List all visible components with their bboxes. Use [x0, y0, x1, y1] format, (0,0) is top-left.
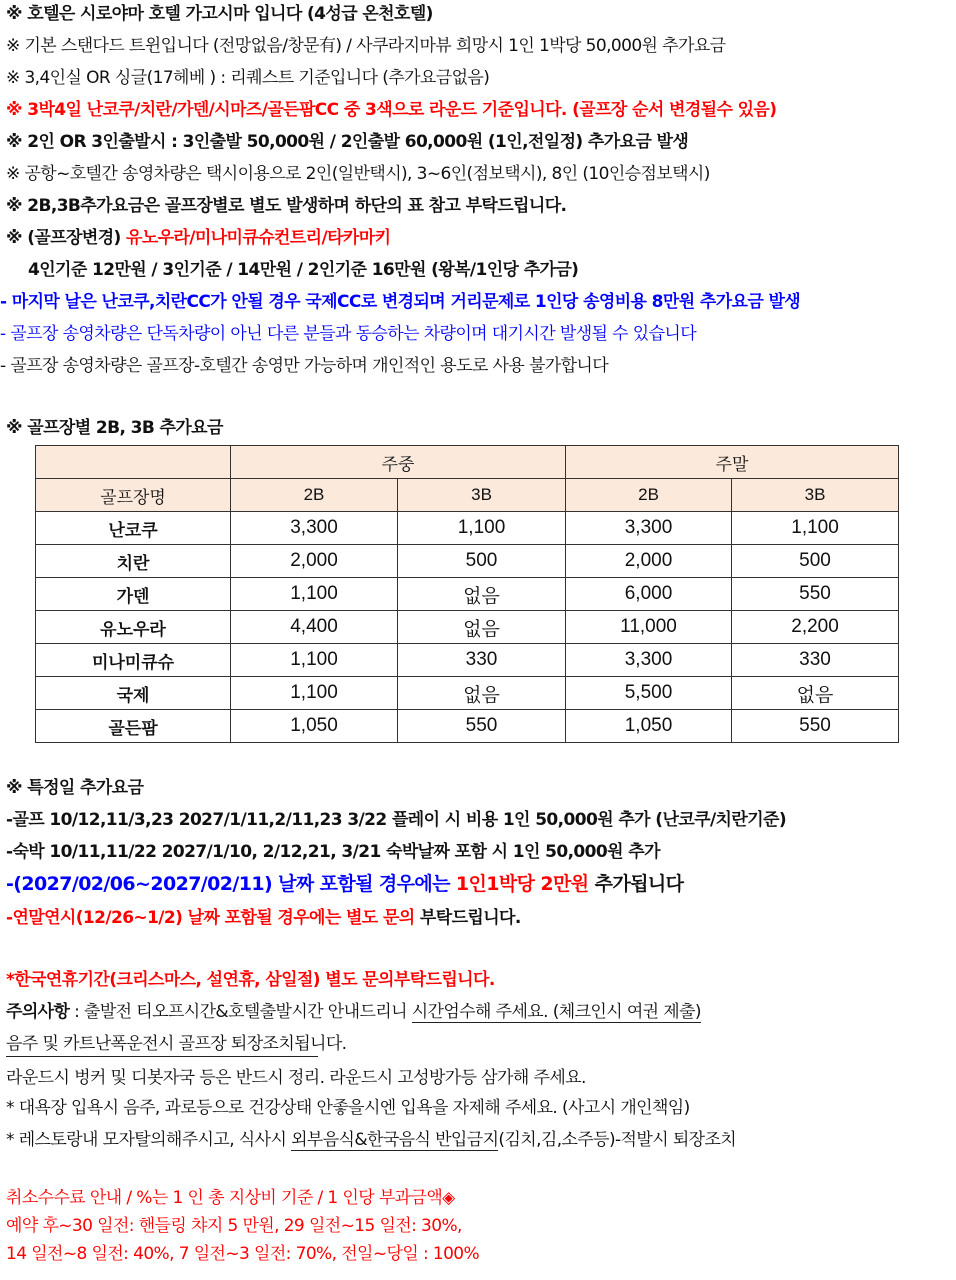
table-row: [36, 644, 899, 677]
weekday-2b: 3,300: [231, 512, 398, 545]
caution-l5-b: 외부음식&한국음식 반입금지: [291, 1130, 499, 1150]
header-weekend-3b: 3B: [732, 479, 899, 512]
header-weekend-2b: 2B: [566, 479, 732, 512]
weekend-3b: 330: [732, 644, 899, 677]
table-row: [36, 512, 899, 545]
caution-line-1: [6, 1000, 701, 1024]
caution-l5-c: (김치,김,소주등)-적발시 퇴장조치: [498, 1130, 737, 1150]
course-name: 골든팜: [36, 710, 231, 743]
special-period-a: -(2027/02/06~2027/02/11) 날짜 포함될 경우에는: [6, 873, 456, 895]
table-row: [36, 710, 899, 743]
course-name: 치란: [36, 545, 231, 578]
weekday-2b: 4,400: [231, 611, 398, 644]
special-stay: -숙박 10/11,11/22 2027/1/10, 2/12,21, 3/21 숙박날짜 포함 시 1인 50,000원 추가: [6, 842, 660, 862]
weekend-3b: 없음: [732, 677, 899, 710]
dash-note-shuttle-use: - 골프장 송영차량은 골프장-호텔간 송영만 가능하며 개인적인 용도로 사용 불가합니다: [0, 356, 609, 376]
special-yearend-a: -연말연시(12/26~1/2) 날짜 포함될 경우에는 별도 문의: [6, 908, 415, 928]
table-col-header: [36, 479, 899, 512]
special-period: [6, 872, 683, 896]
weekend-3b: 500: [732, 545, 899, 578]
weekday-2b: 2,000: [231, 545, 398, 578]
special-yearend: [6, 906, 521, 930]
course-name: 미나미큐슈: [36, 644, 231, 677]
note-room-type: ※ 3,4인실 OR 싱글(17헤베 ) : 리퀘스트 기준입니다 (추가요금없음): [6, 68, 490, 88]
table-row: [36, 677, 899, 710]
caution-line-5: [6, 1128, 736, 1152]
weekday-3b: 550: [398, 710, 566, 743]
weekday-3b: 없음: [398, 677, 566, 710]
special-yearend-b: 부탁드립니다.: [414, 908, 521, 928]
caution-line-3: 라운드시 벙커 및 디봇자국 등은 반드시 정리. 라운드시 고성방가등 삼가해 주세요.: [6, 1068, 586, 1088]
note-transfer: ※ 공항~호텔간 송영차량은 택시이용으로 2인(일반택시), 3~6인(점보택시), 8인 (10인승점보택시): [6, 164, 710, 184]
weekday-3b: 없음: [398, 578, 566, 611]
cancel-line-1: 예약 후~30 일전: 핸들링 챠지 5 만원, 29 일전~15 일전: 30%,: [6, 1216, 462, 1236]
weekend-2b: 5,500: [566, 677, 732, 710]
caution-underline: [6, 1056, 318, 1057]
course-name: 유노우라: [36, 611, 231, 644]
course-name: 국제: [36, 677, 231, 710]
note-2b3b: ※ 2B,3B추가요금은 골프장별로 별도 발생하며 하단의 표 참고 부탁드립니다.: [6, 196, 567, 216]
weekday-3b: 330: [398, 644, 566, 677]
weekday-3b: 500: [398, 545, 566, 578]
caution-l1-a: : 출발전 티오프시간&호텔출발시간 안내드리니: [69, 1002, 412, 1022]
surcharge-table: [35, 445, 899, 743]
golf-change-prices: 4인기준 12만원 / 3인기준 / 14만원 / 2인기준 16만원 (왕복/1인당 추가금): [28, 260, 579, 280]
caution-line-2: 음주 및 카트난폭운전시 골프장 퇴장조치됩니다.: [6, 1034, 347, 1054]
weekday-2b: 1,100: [231, 578, 398, 611]
note-hotel: ※ 호텔은 시로야마 호텔 가고시마 입니다 (4성급 온천호텔): [6, 4, 433, 24]
caution-label: 주의사항: [6, 1002, 70, 1022]
course-name: 난코쿠: [36, 512, 231, 545]
weekend-2b: 2,000: [566, 545, 732, 578]
weekend-2b: 3,300: [566, 512, 732, 545]
caution-l1-c: 해 주세요. (체크인시 여권 제출): [475, 1002, 701, 1022]
special-period-b: 1인1박당 2만원: [455, 873, 589, 895]
header-weekend: 주말: [566, 446, 899, 479]
weekday-3b: 없음: [398, 611, 566, 644]
table-group-header: [36, 446, 899, 479]
golf-change-courses: 유노우라/미나미큐슈컨트리/타카마키: [126, 228, 391, 248]
header-course-name: 골프장명: [36, 479, 231, 512]
special-golf: -골프 10/12,11/3,23 2027/1/11,2/11,23 3/22 플레이 시 비용 1인 50,000원 추가 (난코쿠/치란기준): [6, 810, 787, 830]
dash-note-intl-cc: - 마지막 날은 난코쿠,치란CC가 안될 경우 국제CC로 변경되며 거리문제로 1인당 송영비용 8만원 추가요금 발생: [0, 292, 801, 312]
weekday-3b: 1,100: [398, 512, 566, 545]
special-period-c: 추가됩니다: [588, 873, 684, 895]
note-room: ※ 기본 스탠다드 트윈입니다 (전망없음/창문有) / 사쿠라지마뷰 희망시 1인 1박당 50,000원 추가요금: [6, 36, 726, 56]
course-name: 가덴: [36, 578, 231, 611]
table-row: [36, 611, 899, 644]
golf-change-prefix: ※ (골프장변경): [6, 228, 127, 248]
weekend-3b: 550: [732, 710, 899, 743]
weekday-2b: 1,100: [231, 677, 398, 710]
header-weekday-3b: 3B: [398, 479, 566, 512]
table-row: [36, 545, 899, 578]
dash-note-shared-shuttle: - 골프장 송영차량은 단독차량이 아닌 다른 분들과 동승하는 차량이며 대기시간 발생될 수 있습니다: [0, 324, 697, 344]
cancel-line-2: 14 일전~8 일전: 40%, 7 일전~3 일전: 70%, 전일~당일 : 100%: [6, 1244, 480, 1264]
weekday-2b: 1,050: [231, 710, 398, 743]
header-weekday: 주중: [231, 446, 566, 479]
weekend-3b: 1,100: [732, 512, 899, 545]
weekday-2b: 1,100: [231, 644, 398, 677]
header-empty: [36, 446, 231, 479]
weekend-3b: 2,200: [732, 611, 899, 644]
table-row: [36, 578, 899, 611]
holiday-note: *한국연휴기간(크리스마스, 설연휴, 삼일절) 별도 문의부탁드립니다.: [6, 970, 495, 990]
caution-l5-a: * 레스토랑내 모자탈의해주시고, 식사시: [6, 1130, 292, 1150]
weekend-2b: 1,050: [566, 710, 732, 743]
weekend-2b: 11,000: [566, 611, 732, 644]
header-weekday-2b: 2B: [231, 479, 398, 512]
cancel-title: 취소수수료 안내 / %는 1 인 총 지상비 기준 / 1 인당 부과금액◈: [6, 1188, 455, 1208]
caution-line-4: * 대욕장 입욕시 음주, 과로등으로 건강상태 안좋을시엔 입욕을 자제해 주세요. (사고시 개인책임): [6, 1098, 690, 1118]
table-caption: ※ 골프장별 2B, 3B 추가요금: [6, 418, 223, 438]
note-round: ※ 3박4일 난코쿠/치란/가덴/시마즈/골든팜CC 중 3색으로 라운드 기준입니다. (골프장 순서 변경될수 있음): [6, 100, 777, 120]
note-golf-change: [6, 226, 390, 250]
weekend-2b: 3,300: [566, 644, 732, 677]
special-heading: ※ 특정일 추가요금: [6, 778, 144, 798]
weekend-3b: 550: [732, 578, 899, 611]
caution-punctual: 시간엄수: [411, 1002, 476, 1022]
note-departure-fee: ※ 2인 OR 3인출발시 : 3인출발 50,000원 / 2인출발 60,000원 (1인,전일정) 추가요금 발생: [6, 132, 689, 152]
weekend-2b: 6,000: [566, 578, 732, 611]
